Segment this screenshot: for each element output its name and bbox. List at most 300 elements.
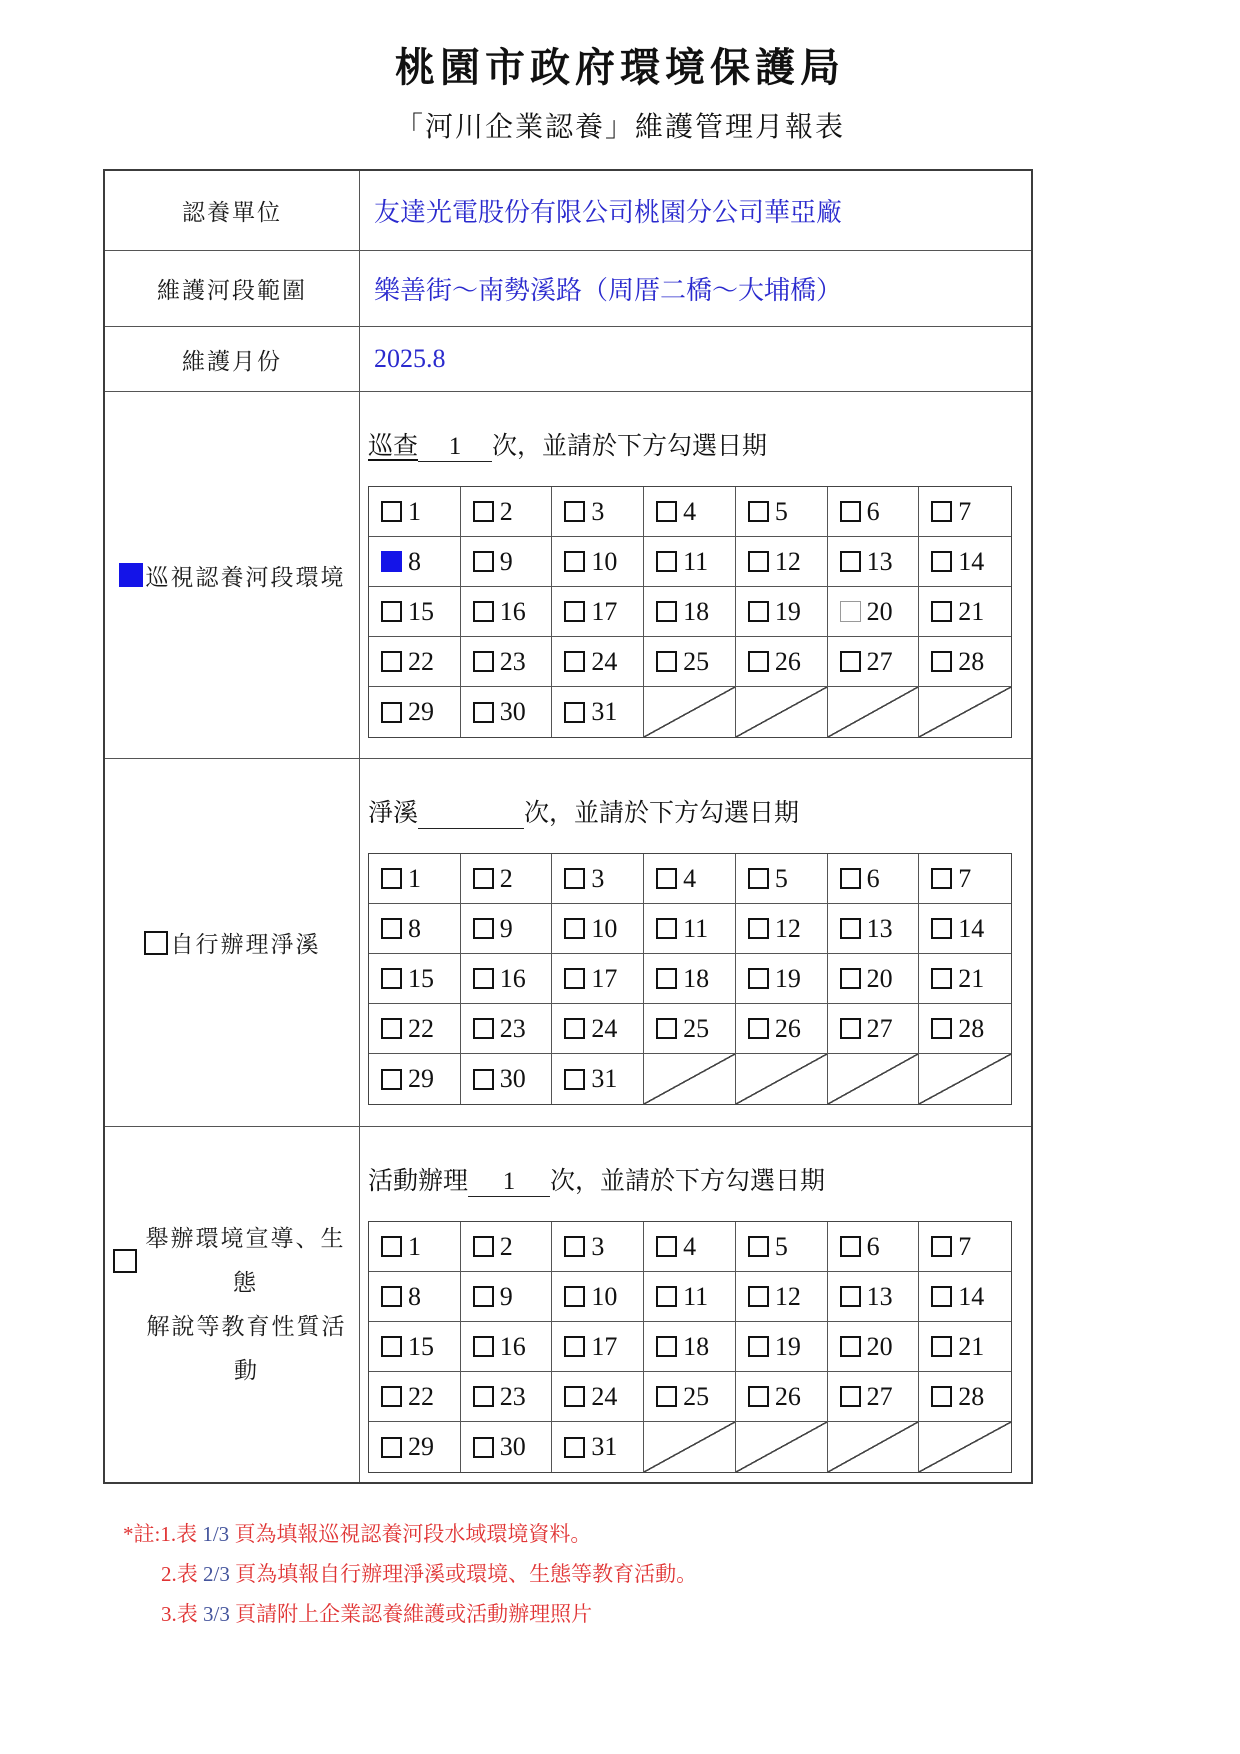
day-21-number: 21 bbox=[958, 596, 985, 626]
blank-slash-cell bbox=[828, 1422, 920, 1472]
patrol-calendar bbox=[368, 486, 1012, 738]
day-cell-19 bbox=[736, 1322, 828, 1372]
day-cell-20 bbox=[828, 954, 920, 1004]
day-8-number: 8 bbox=[408, 1281, 421, 1311]
day-25-number: 25 bbox=[683, 1013, 710, 1043]
day-6-number: 6 bbox=[866, 1231, 880, 1261]
day-cell-5 bbox=[736, 487, 828, 537]
day-cell-23 bbox=[461, 1372, 553, 1422]
day-12-number: 12 bbox=[774, 913, 801, 943]
day-29-checkbox[interactable] bbox=[381, 702, 402, 723]
day-16-checkbox[interactable] bbox=[473, 1336, 494, 1357]
day-cell-26 bbox=[736, 637, 828, 687]
day-4-number: 4 bbox=[683, 496, 697, 526]
day-29-checkbox[interactable] bbox=[381, 1069, 402, 1090]
day-26-number: 26 bbox=[774, 1381, 801, 1411]
day-20-checkbox[interactable] bbox=[840, 601, 861, 622]
day-23-number: 23 bbox=[499, 1013, 526, 1043]
day-14-number: 14 bbox=[958, 546, 985, 576]
day-2-number: 2 bbox=[499, 1231, 513, 1261]
day-14-checkbox[interactable] bbox=[931, 551, 952, 572]
note-3-suffix: 頁請附上企業認養維護或活動辦理照片 bbox=[229, 1602, 593, 1626]
day-5-checkbox[interactable] bbox=[748, 1236, 769, 1257]
day-6-checkbox[interactable] bbox=[840, 501, 861, 522]
day-3-checkbox[interactable] bbox=[564, 501, 585, 522]
day-14-checkbox[interactable] bbox=[931, 1286, 952, 1307]
day-28-number: 28 bbox=[958, 1381, 985, 1411]
day-cell-4 bbox=[644, 854, 736, 904]
day-17-checkbox[interactable] bbox=[564, 601, 585, 622]
blank-slash-cell bbox=[919, 1422, 1011, 1472]
day-cell-2 bbox=[461, 1222, 553, 1272]
day-cell-18 bbox=[644, 954, 736, 1004]
day-19-checkbox[interactable] bbox=[748, 601, 769, 622]
day-16-checkbox[interactable] bbox=[473, 968, 494, 989]
day-cell-10 bbox=[552, 1272, 644, 1322]
day-28-checkbox[interactable] bbox=[931, 651, 952, 672]
day-24-number: 24 bbox=[591, 646, 618, 676]
day-cell-10 bbox=[552, 537, 644, 587]
cleanup-section-label: 自行辦理淨溪 bbox=[170, 932, 321, 957]
day-13-checkbox[interactable] bbox=[840, 1286, 861, 1307]
day-cell-5 bbox=[736, 854, 828, 904]
day-6-checkbox[interactable] bbox=[840, 1236, 861, 1257]
day-1-number: 1 bbox=[408, 863, 421, 893]
day-cell-25 bbox=[644, 1004, 736, 1054]
note-line-1 bbox=[123, 1514, 1240, 1554]
section-cleanup-label-cell bbox=[105, 759, 360, 1126]
day-cell-14 bbox=[919, 1272, 1011, 1322]
day-8-checkbox[interactable] bbox=[381, 918, 402, 939]
day-cell-7 bbox=[919, 487, 1011, 537]
day-26-checkbox[interactable] bbox=[748, 1018, 769, 1039]
day-27-checkbox[interactable] bbox=[840, 651, 861, 672]
day-23-checkbox[interactable] bbox=[473, 1386, 494, 1407]
day-26-checkbox[interactable] bbox=[748, 651, 769, 672]
day-19-number: 19 bbox=[774, 963, 801, 993]
day-cell-8 bbox=[369, 1272, 461, 1322]
day-9-number: 9 bbox=[499, 913, 513, 943]
day-cell-17 bbox=[552, 954, 644, 1004]
day-cell-22 bbox=[369, 637, 461, 687]
cleanup-count-value[interactable] bbox=[418, 828, 524, 829]
day-28-checkbox[interactable] bbox=[931, 1018, 952, 1039]
day-22-number: 22 bbox=[408, 1381, 434, 1411]
activity-count-line bbox=[368, 1161, 1031, 1197]
day-10-number: 10 bbox=[591, 1281, 618, 1311]
day-31-number: 31 bbox=[591, 1432, 618, 1461]
blank-slash-cell bbox=[644, 1422, 736, 1472]
day-cell-2 bbox=[461, 854, 553, 904]
day-15-number: 15 bbox=[408, 963, 434, 993]
day-cell-28 bbox=[919, 1372, 1011, 1422]
day-21-checkbox[interactable] bbox=[931, 1336, 952, 1357]
day-2-checkbox[interactable] bbox=[473, 868, 494, 889]
day-27-number: 27 bbox=[866, 1381, 893, 1411]
day-8-checkbox[interactable] bbox=[381, 551, 402, 572]
day-17-number: 17 bbox=[591, 596, 618, 626]
day-21-checkbox[interactable] bbox=[931, 601, 952, 622]
day-cell-26 bbox=[736, 1372, 828, 1422]
day-8-number: 8 bbox=[408, 546, 421, 576]
day-cell-27 bbox=[828, 637, 920, 687]
day-24-checkbox[interactable] bbox=[564, 651, 585, 672]
day-9-checkbox[interactable] bbox=[473, 918, 494, 939]
day-cell-12 bbox=[736, 904, 828, 954]
day-2-checkbox[interactable] bbox=[473, 501, 494, 522]
day-22-checkbox[interactable] bbox=[381, 1386, 402, 1407]
day-4-checkbox[interactable] bbox=[656, 868, 677, 889]
day-14-checkbox[interactable] bbox=[931, 918, 952, 939]
day-3-number: 3 bbox=[591, 1231, 605, 1261]
day-cell-9 bbox=[461, 1272, 553, 1322]
day-cell-24 bbox=[552, 1372, 644, 1422]
day-10-checkbox[interactable] bbox=[564, 551, 585, 572]
day-cell-6 bbox=[828, 1222, 920, 1272]
day-26-number: 26 bbox=[774, 646, 801, 676]
day-cell-8 bbox=[369, 537, 461, 587]
day-20-checkbox[interactable] bbox=[840, 968, 861, 989]
day-9-checkbox[interactable] bbox=[473, 1286, 494, 1307]
day-29-checkbox[interactable] bbox=[381, 1437, 402, 1458]
note-1-page-fraction: 1/3 bbox=[202, 1522, 230, 1546]
day-cell-12 bbox=[736, 537, 828, 587]
day-18-checkbox[interactable] bbox=[656, 1336, 677, 1357]
info-label-river-section-text: 維護河段範圍 bbox=[157, 278, 307, 303]
day-22-checkbox[interactable] bbox=[381, 651, 402, 672]
day-31-checkbox[interactable] bbox=[564, 702, 585, 723]
day-21-number: 21 bbox=[958, 963, 985, 993]
note-line-2 bbox=[123, 1554, 1240, 1594]
day-cell-3 bbox=[552, 487, 644, 537]
blank-slash-cell bbox=[828, 1054, 920, 1104]
day-27-number: 27 bbox=[866, 1013, 893, 1043]
day-20-number: 20 bbox=[866, 1331, 893, 1361]
day-cell-28 bbox=[919, 1004, 1011, 1054]
day-2-number: 2 bbox=[499, 496, 513, 526]
info-label-unit bbox=[105, 171, 360, 250]
day-14-number: 14 bbox=[958, 913, 985, 943]
day-2-checkbox[interactable] bbox=[473, 1236, 494, 1257]
day-1-checkbox[interactable] bbox=[381, 868, 402, 889]
day-cell-30 bbox=[461, 1422, 553, 1472]
day-25-number: 25 bbox=[683, 646, 710, 676]
note-3-page-fraction: 3/3 bbox=[203, 1602, 230, 1626]
day-cell-31 bbox=[552, 1054, 644, 1104]
day-cell-7 bbox=[919, 1222, 1011, 1272]
day-8-checkbox[interactable] bbox=[381, 1286, 402, 1307]
patrol-section-label: 巡視認養河段環境 bbox=[145, 564, 346, 590]
day-27-number: 27 bbox=[866, 646, 893, 676]
activity-count-suffix: 次，並請於下方勾選日期 bbox=[550, 1168, 826, 1195]
day-12-number: 12 bbox=[774, 546, 801, 576]
day-cell-11 bbox=[644, 904, 736, 954]
day-4-number: 4 bbox=[683, 1231, 697, 1261]
day-5-checkbox[interactable] bbox=[748, 868, 769, 889]
day-cell-27 bbox=[828, 1372, 920, 1422]
cleanup-section-checkbox[interactable] bbox=[144, 931, 168, 955]
day-10-checkbox[interactable] bbox=[564, 1286, 585, 1307]
day-31-checkbox[interactable] bbox=[564, 1437, 585, 1458]
day-cell-15 bbox=[369, 954, 461, 1004]
day-cell-17 bbox=[552, 1322, 644, 1372]
day-cell-8 bbox=[369, 904, 461, 954]
day-30-number: 30 bbox=[499, 1432, 526, 1461]
day-16-number: 16 bbox=[499, 596, 526, 626]
section-cleanup-content bbox=[360, 759, 1031, 1126]
day-cell-30 bbox=[461, 1054, 553, 1104]
activity-section-label-line1: 舉辦環境宣導、生態 bbox=[145, 1225, 346, 1295]
day-18-number: 18 bbox=[683, 963, 710, 993]
patrol-count-line bbox=[368, 426, 1031, 462]
patrol-section-checkbox[interactable] bbox=[119, 563, 143, 587]
info-label-month bbox=[105, 327, 360, 391]
day-31-checkbox[interactable] bbox=[564, 1069, 585, 1090]
day-9-number: 9 bbox=[499, 1281, 513, 1311]
day-24-checkbox[interactable] bbox=[564, 1018, 585, 1039]
day-10-number: 10 bbox=[591, 546, 618, 576]
note-2-suffix: 頁為填報自行辦理淨溪或環境、生態等教育活動。 bbox=[229, 1562, 698, 1586]
info-row-unit bbox=[105, 171, 1031, 251]
day-5-checkbox[interactable] bbox=[748, 501, 769, 522]
day-20-number: 20 bbox=[866, 963, 893, 993]
day-cell-1 bbox=[369, 487, 461, 537]
day-cell-22 bbox=[369, 1372, 461, 1422]
day-6-checkbox[interactable] bbox=[840, 868, 861, 889]
day-16-checkbox[interactable] bbox=[473, 601, 494, 622]
day-8-number: 8 bbox=[408, 913, 421, 943]
blank-slash-cell bbox=[919, 687, 1011, 737]
day-16-number: 16 bbox=[499, 963, 526, 993]
section-cleanup bbox=[105, 759, 1031, 1127]
day-cell-3 bbox=[552, 854, 644, 904]
day-cell-4 bbox=[644, 487, 736, 537]
day-19-checkbox[interactable] bbox=[748, 1336, 769, 1357]
day-17-checkbox[interactable] bbox=[564, 968, 585, 989]
info-row-month bbox=[105, 327, 1031, 392]
day-cell-9 bbox=[461, 537, 553, 587]
day-cell-1 bbox=[369, 1222, 461, 1272]
day-18-checkbox[interactable] bbox=[656, 968, 677, 989]
day-cell-21 bbox=[919, 1322, 1011, 1372]
patrol-count-value[interactable]: 1 bbox=[418, 433, 492, 462]
day-13-checkbox[interactable] bbox=[840, 918, 861, 939]
day-13-number: 13 bbox=[866, 1281, 893, 1311]
note-2-prefix: 2.表 bbox=[161, 1562, 203, 1586]
day-1-checkbox[interactable] bbox=[381, 1236, 402, 1257]
day-10-checkbox[interactable] bbox=[564, 918, 585, 939]
day-cell-24 bbox=[552, 1004, 644, 1054]
info-row-river-section bbox=[105, 251, 1031, 327]
day-27-checkbox[interactable] bbox=[840, 1018, 861, 1039]
day-10-number: 10 bbox=[591, 913, 618, 943]
day-11-number: 11 bbox=[683, 913, 709, 943]
note-1-suffix: 頁為填報巡視認養河段水域環境資料。 bbox=[229, 1522, 592, 1546]
day-13-number: 13 bbox=[866, 546, 893, 576]
day-cell-13 bbox=[828, 1272, 920, 1322]
day-31-number: 31 bbox=[591, 1064, 618, 1093]
day-16-number: 16 bbox=[499, 1331, 526, 1361]
day-11-number: 11 bbox=[683, 546, 709, 576]
monthly-report-table bbox=[103, 169, 1033, 1484]
day-28-checkbox[interactable] bbox=[931, 1386, 952, 1407]
day-25-checkbox[interactable] bbox=[656, 1386, 677, 1407]
day-23-number: 23 bbox=[499, 646, 526, 676]
day-23-checkbox[interactable] bbox=[473, 1018, 494, 1039]
day-cell-19 bbox=[736, 587, 828, 637]
section-activity-label-cell bbox=[105, 1127, 360, 1482]
blank-slash-cell bbox=[644, 1054, 736, 1104]
patrol-count-suffix: 次，並請於下方勾選日期 bbox=[492, 433, 768, 460]
day-3-number: 3 bbox=[591, 496, 605, 526]
blank-slash-cell bbox=[736, 1422, 828, 1472]
note-3-prefix: 3.表 bbox=[161, 1602, 203, 1626]
day-cell-11 bbox=[644, 537, 736, 587]
day-19-number: 19 bbox=[774, 596, 801, 626]
activity-section-label-line2: 解說等教育性質活動 bbox=[146, 1313, 347, 1383]
day-30-number: 30 bbox=[499, 1064, 526, 1093]
activity-section-checkbox[interactable] bbox=[113, 1249, 137, 1273]
day-12-checkbox[interactable] bbox=[748, 1286, 769, 1307]
day-15-checkbox[interactable] bbox=[381, 1336, 402, 1357]
day-cell-7 bbox=[919, 854, 1011, 904]
day-19-number: 19 bbox=[774, 1331, 801, 1361]
day-17-checkbox[interactable] bbox=[564, 1336, 585, 1357]
day-cell-17 bbox=[552, 587, 644, 637]
day-cell-31 bbox=[552, 1422, 644, 1472]
day-7-number: 7 bbox=[958, 863, 972, 893]
day-21-number: 21 bbox=[958, 1331, 985, 1361]
day-3-checkbox[interactable] bbox=[564, 868, 585, 889]
info-value-river-section-text: 樂善街～南勢溪路（周厝二橋～大埔橋） bbox=[374, 276, 843, 305]
day-cell-26 bbox=[736, 1004, 828, 1054]
day-5-number: 5 bbox=[774, 496, 788, 526]
day-cell-21 bbox=[919, 587, 1011, 637]
day-cell-24 bbox=[552, 637, 644, 687]
day-4-number: 4 bbox=[683, 863, 697, 893]
day-12-checkbox[interactable] bbox=[748, 918, 769, 939]
day-17-number: 17 bbox=[591, 963, 618, 993]
day-cell-16 bbox=[461, 1322, 553, 1372]
blank-slash-cell bbox=[736, 1054, 828, 1104]
day-24-checkbox[interactable] bbox=[564, 1386, 585, 1407]
day-cell-23 bbox=[461, 1004, 553, 1054]
day-19-checkbox[interactable] bbox=[748, 968, 769, 989]
day-15-checkbox[interactable] bbox=[381, 968, 402, 989]
day-13-checkbox[interactable] bbox=[840, 551, 861, 572]
day-28-number: 28 bbox=[958, 1013, 985, 1043]
info-value-month-text: 2025.8 bbox=[374, 344, 446, 373]
day-cell-6 bbox=[828, 487, 920, 537]
day-25-checkbox[interactable] bbox=[656, 651, 677, 672]
note-2-page-fraction: 2/3 bbox=[203, 1562, 230, 1586]
day-cell-1 bbox=[369, 854, 461, 904]
day-6-number: 6 bbox=[866, 496, 880, 526]
day-22-checkbox[interactable] bbox=[381, 1018, 402, 1039]
info-value-river-section bbox=[360, 251, 1031, 326]
day-30-checkbox[interactable] bbox=[473, 702, 494, 723]
day-cell-4 bbox=[644, 1222, 736, 1272]
day-15-number: 15 bbox=[408, 596, 434, 626]
page-title: 桃園市政府環境保護局 bbox=[395, 45, 845, 90]
day-cell-18 bbox=[644, 1322, 736, 1372]
activity-count-value[interactable]: 1 bbox=[468, 1168, 550, 1197]
day-24-number: 24 bbox=[591, 1013, 618, 1043]
day-23-checkbox[interactable] bbox=[473, 651, 494, 672]
section-patrol-content bbox=[360, 392, 1031, 758]
day-18-checkbox[interactable] bbox=[656, 601, 677, 622]
day-13-number: 13 bbox=[866, 913, 893, 943]
day-25-checkbox[interactable] bbox=[656, 1018, 677, 1039]
day-cell-29 bbox=[369, 1422, 461, 1472]
day-12-checkbox[interactable] bbox=[748, 551, 769, 572]
note-line-3 bbox=[123, 1594, 1240, 1634]
day-26-checkbox[interactable] bbox=[748, 1386, 769, 1407]
day-21-checkbox[interactable] bbox=[931, 968, 952, 989]
day-6-number: 6 bbox=[866, 863, 880, 893]
day-cell-28 bbox=[919, 637, 1011, 687]
day-15-number: 15 bbox=[408, 1331, 434, 1361]
day-cell-30 bbox=[461, 687, 553, 737]
day-cell-20 bbox=[828, 587, 920, 637]
day-3-checkbox[interactable] bbox=[564, 1236, 585, 1257]
day-30-checkbox[interactable] bbox=[473, 1437, 494, 1458]
day-29-number: 29 bbox=[408, 697, 434, 726]
day-5-number: 5 bbox=[774, 1231, 788, 1261]
cleanup-count-suffix: 次，並請於下方勾選日期 bbox=[524, 800, 800, 827]
page-subtitle: 「河川企業認養」維護管理月報表 bbox=[394, 112, 845, 143]
day-20-checkbox[interactable] bbox=[840, 1336, 861, 1357]
day-5-number: 5 bbox=[774, 863, 788, 893]
day-7-checkbox[interactable] bbox=[931, 501, 952, 522]
day-4-checkbox[interactable] bbox=[656, 501, 677, 522]
section-patrol-label-cell bbox=[105, 392, 360, 758]
blank-slash-cell bbox=[828, 687, 920, 737]
day-27-checkbox[interactable] bbox=[840, 1386, 861, 1407]
cleanup-count-prefix: 淨溪 bbox=[368, 800, 419, 827]
day-4-checkbox[interactable] bbox=[656, 1236, 677, 1257]
day-cell-15 bbox=[369, 1322, 461, 1372]
day-cell-9 bbox=[461, 904, 553, 954]
day-11-checkbox[interactable] bbox=[656, 1286, 677, 1307]
cleanup-count-line bbox=[368, 793, 1031, 829]
info-value-unit bbox=[360, 171, 1031, 250]
patrol-count-prefix: 巡查 bbox=[368, 433, 419, 460]
day-17-number: 17 bbox=[591, 1331, 618, 1361]
note-1-prefix: *註:1.表 bbox=[123, 1522, 203, 1546]
day-cell-2 bbox=[461, 487, 553, 537]
day-cell-16 bbox=[461, 954, 553, 1004]
day-14-number: 14 bbox=[958, 1281, 985, 1311]
day-7-number: 7 bbox=[958, 1231, 972, 1261]
day-7-checkbox[interactable] bbox=[931, 1236, 952, 1257]
cleanup-calendar bbox=[368, 853, 1012, 1105]
day-7-checkbox[interactable] bbox=[931, 868, 952, 889]
day-cell-19 bbox=[736, 954, 828, 1004]
day-22-number: 22 bbox=[408, 1013, 434, 1043]
day-15-checkbox[interactable] bbox=[381, 601, 402, 622]
day-cell-10 bbox=[552, 904, 644, 954]
day-30-checkbox[interactable] bbox=[473, 1069, 494, 1090]
day-1-checkbox[interactable] bbox=[381, 501, 402, 522]
info-label-month-text: 維護月份 bbox=[182, 348, 282, 374]
day-11-checkbox[interactable] bbox=[656, 918, 677, 939]
day-9-checkbox[interactable] bbox=[473, 551, 494, 572]
activity-count-prefix: 活動辦理 bbox=[368, 1168, 469, 1195]
day-25-number: 25 bbox=[683, 1381, 710, 1411]
day-cell-22 bbox=[369, 1004, 461, 1054]
day-11-checkbox[interactable] bbox=[656, 551, 677, 572]
